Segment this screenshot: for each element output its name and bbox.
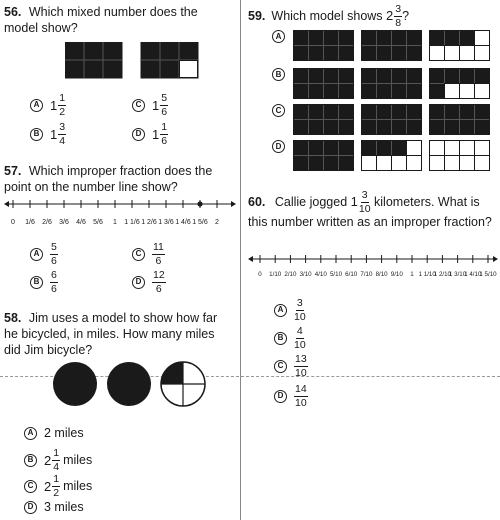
q59-text-prefix: Which model shows [271, 9, 387, 23]
q57-tick-label: 3/6 [59, 219, 69, 226]
q58-question [4, 310, 234, 358]
q57-tick-label-2: 2 [215, 219, 219, 226]
q57-option-b[interactable]: B 6 6 [30, 270, 58, 294]
q59-question: 59. Which model shows 2 3 8 ? [248, 3, 410, 29]
q59-bubble-d[interactable]: D [272, 140, 285, 153]
q57-bubble-a[interactable]: A [30, 248, 43, 261]
q57-option-a[interactable]: A 5 6 [30, 242, 58, 266]
q56-number: 56. [4, 5, 22, 19]
q56-rect-whole [65, 42, 122, 78]
q59-bubble-b[interactable]: B [272, 68, 285, 81]
q60-tick-label: 1 2/10 [433, 271, 452, 278]
q57-tick-label: 1/6 [25, 219, 35, 226]
q57-tick-label: 1 4/6 [175, 219, 191, 226]
q60-bubble-a[interactable]: A [274, 304, 287, 317]
q58-option-b[interactable]: B 2 1 4 miles [24, 448, 92, 472]
q60-bubble-d[interactable]: D [274, 390, 287, 403]
q58-option-a[interactable]: A 2 miles [24, 426, 84, 440]
q60-tick-label: 1 4/10 [464, 271, 482, 278]
q59-rect [430, 105, 490, 135]
q57-tick-label-1: 1 [113, 219, 117, 226]
q58-bubble-c[interactable]: C [24, 480, 37, 493]
q57-question [4, 163, 234, 195]
q58-bubble-b[interactable]: B [24, 454, 37, 467]
q59-rect [362, 105, 422, 135]
q60-tick-label: 2/10 [284, 271, 297, 278]
q57-tick-label-0: 0 [11, 219, 15, 226]
q59-rect [294, 69, 354, 99]
q56-bubble-a[interactable]: A [30, 99, 43, 112]
q59-option-a[interactable] [272, 30, 497, 62]
q56-option-c[interactable]: C 1 5 6 [132, 93, 168, 117]
q56-option-a[interactable]: A 1 1 2 [30, 93, 66, 117]
q57-bubble-b[interactable]: B [30, 276, 43, 289]
q59-bubble-c[interactable]: C [272, 104, 285, 117]
q60-tick-label: 1 3/10 [448, 271, 467, 278]
q60-bubble-c[interactable]: C [274, 360, 287, 373]
q56-model [65, 42, 200, 80]
q60-tick-label: 6/10 [345, 271, 358, 278]
q57-option-d[interactable]: D 12 6 [132, 270, 166, 294]
q56-option-d[interactable]: D 1 1 6 [132, 122, 168, 146]
q58-bubble-d[interactable]: D [24, 501, 37, 514]
q57-tick-label: 1 5/6 [192, 219, 208, 226]
q59-bubble-a[interactable]: A [272, 30, 285, 43]
q57-tick-label: 1 1/6 [124, 219, 140, 226]
q57-tick-label: 2/6 [42, 219, 52, 226]
q56-bubble-c[interactable]: C [132, 99, 145, 112]
q58-circle-quarter [161, 362, 205, 406]
q59-model-a [293, 30, 497, 62]
q59-rect [430, 69, 490, 99]
q59-rect [430, 141, 490, 171]
q58-circle-full-1 [53, 362, 97, 406]
q59-option-d[interactable] [272, 140, 497, 172]
q60-number: 60. [248, 195, 266, 209]
q60-option-c[interactable]: C 13 10 [274, 354, 308, 378]
q57-point [197, 201, 202, 206]
q57-bubble-c[interactable]: C [132, 248, 145, 261]
q58-text: Jim uses a model to show how far he bicycled, in miles. How many miles did Jim bicycle? [4, 311, 218, 357]
q60-tick-label: 4/10 [314, 271, 327, 278]
q57-number-line [4, 196, 236, 232]
q60-text-suffix: kilometers. What is this number written as an improper fraction? [248, 195, 492, 229]
q60-tick-label: 1 [410, 271, 414, 278]
q60-option-a[interactable]: A 3 10 [274, 298, 306, 322]
q60-tick-label: 5/10 [329, 271, 343, 278]
q59-rect [362, 141, 422, 171]
q60-option-d[interactable]: D 14 10 [274, 384, 308, 408]
q58-circle-model [52, 360, 207, 408]
q59-rect [362, 31, 422, 61]
q60-option-b[interactable]: B 4 10 [274, 326, 306, 350]
q58-bubble-a[interactable]: A [24, 427, 37, 440]
q57-number: 57. [4, 164, 22, 178]
q57-tick-label: 4/6 [76, 219, 86, 226]
q56-text: Which mixed number does the model show? [4, 5, 198, 35]
q60-tick-label: 1 1/10 [418, 271, 436, 278]
q56-bubble-d[interactable]: D [132, 128, 145, 141]
q56-question [4, 4, 234, 36]
q60-number-line [248, 252, 498, 282]
q57-tick-label: 1 3/6 [158, 219, 174, 226]
q60-tick-label: 1/10 [269, 271, 282, 278]
q57-tick-label: 5/6 [93, 219, 103, 226]
q60-bubble-b[interactable]: B [274, 332, 287, 345]
q59-rect [294, 105, 354, 135]
q60-tick-label: 9/10 [390, 271, 403, 278]
q59-rect [294, 31, 354, 61]
q58-number: 58. [4, 311, 22, 325]
q59-model-b [293, 68, 497, 100]
q59-rect [294, 141, 354, 171]
q57-tick-label: 1 2/6 [141, 219, 157, 226]
q60-tick-label: 3/10 [299, 271, 312, 278]
q58-circle-full-2 [107, 362, 151, 406]
q56-option-b[interactable]: B 1 3 4 [30, 122, 66, 146]
q59-rect [430, 31, 490, 61]
q56-bubble-b[interactable]: B [30, 128, 43, 141]
q60-tick-label: 1 5/10 [479, 271, 497, 278]
q59-rect [362, 69, 422, 99]
q57-text: Which improper fraction does the point on the number line show? [4, 164, 213, 194]
q60-tick-label: 8/10 [375, 271, 388, 278]
q57-bubble-d[interactable]: D [132, 276, 145, 289]
q56-rect-part [141, 42, 198, 78]
q59-option-c[interactable] [272, 104, 497, 136]
q59-number: 59. [248, 9, 266, 23]
q60-tick-label: 7/10 [360, 271, 373, 278]
q58-option-c[interactable]: C 2 1 2 miles [24, 474, 92, 498]
q60-text-prefix: Callie jogged [274, 195, 351, 209]
q59-option-b[interactable] [272, 68, 497, 100]
q59-model-c [293, 104, 497, 136]
column-divider [240, 0, 241, 520]
q60-tick-label: 0 [258, 271, 262, 278]
q58-option-d[interactable]: D 3 miles [24, 500, 84, 514]
q59-model-d [293, 140, 497, 172]
q60-question: 60. Callie jogged 1 3 10 kilometers. What is this number written as an improper fraction? [248, 189, 492, 229]
q57-option-c[interactable]: C 11 6 [132, 242, 165, 266]
